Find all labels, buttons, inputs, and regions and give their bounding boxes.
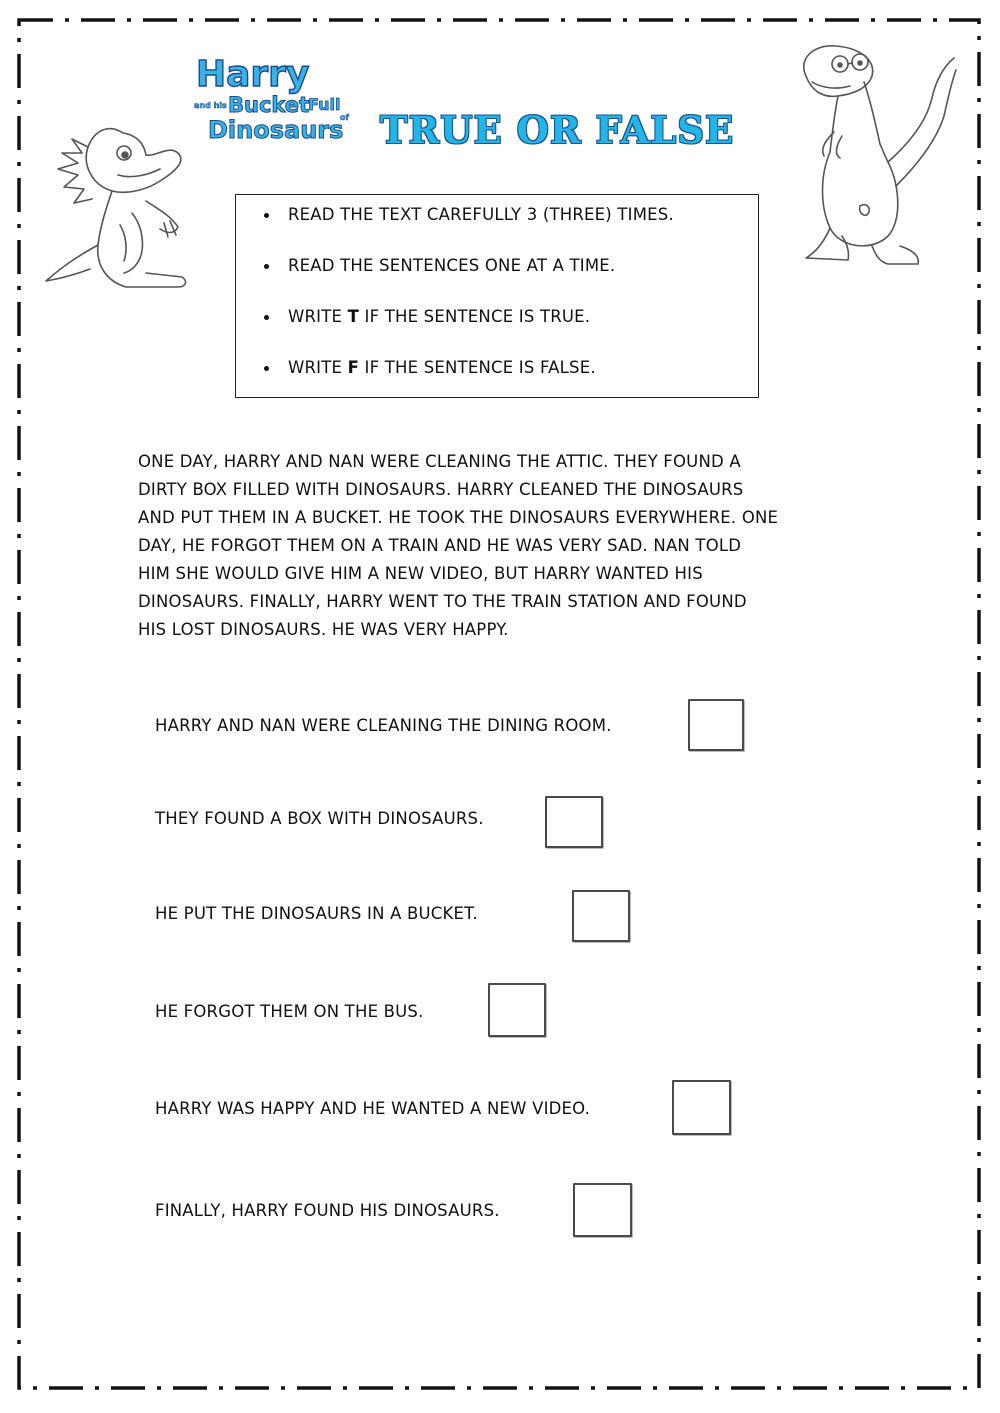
statement-6: FINALLY, HARRY FOUND HIS DINOSAURS. bbox=[155, 1201, 500, 1220]
instruction-item bbox=[288, 256, 758, 276]
svg-text:Bucket: Bucket bbox=[228, 93, 310, 117]
statement-2: THEY FOUND A BOX WITH DINOSAURS. bbox=[155, 809, 484, 828]
svg-text:Full: Full bbox=[308, 95, 341, 114]
page-title: TRUE OR FALSE bbox=[380, 108, 735, 152]
instruction-item bbox=[288, 358, 758, 378]
statement-4: HE FORGOT THEM ON THE BUS. bbox=[155, 1002, 424, 1021]
svg-text:Harry: Harry bbox=[196, 54, 310, 95]
answer-box-1[interactable] bbox=[688, 699, 744, 751]
instruction-text: READ THE SENTENCES ONE AT A TIME. bbox=[288, 256, 616, 275]
story-line: AND PUT THEM IN A BUCKET. HE TOOK THE DINOSAURS EVERYWHERE. ONE bbox=[138, 508, 779, 527]
story-line: DINOSAURS. FINALLY, HARRY WENT TO THE TRAIN STATION AND FOUND bbox=[138, 592, 747, 611]
svg-text:Dinosaurs: Dinosaurs bbox=[208, 116, 344, 144]
answer-box-4[interactable] bbox=[488, 983, 546, 1037]
instruction-text: READ THE TEXT CAREFULLY 3 (THREE) TIMES. bbox=[288, 205, 674, 224]
story-line: ONE DAY, HARRY AND NAN WERE CLEANING THE ATTIC. THEY FOUND A bbox=[138, 452, 741, 471]
story-paragraph bbox=[138, 448, 868, 644]
story-line: DIRTY BOX FILLED WITH DINOSAURS. HARRY CLEANED THE DINOSAURS bbox=[138, 480, 744, 499]
instruction-text: IF THE SENTENCE IS TRUE. bbox=[359, 307, 591, 326]
true-letter: T bbox=[347, 307, 360, 326]
svg-text:of: of bbox=[340, 113, 349, 122]
instructions-box bbox=[235, 194, 759, 398]
false-letter: F bbox=[347, 358, 360, 377]
answer-box-3[interactable] bbox=[572, 890, 630, 942]
harry-bucket-dinosaurs-logo bbox=[188, 52, 374, 148]
instruction-item bbox=[288, 307, 758, 327]
dinosaur-with-glasses-illustration bbox=[776, 36, 966, 276]
spiky-dinosaur-illustration bbox=[28, 105, 198, 305]
story-line: DAY, HE FORGOT THEM ON A TRAIN AND HE WAS VERY SAD. NAN TOLD bbox=[138, 536, 742, 555]
instruction-text: IF THE SENTENCE IS FALSE. bbox=[359, 358, 596, 377]
statement-5: HARRY WAS HAPPY AND HE WANTED A NEW VIDEO. bbox=[155, 1099, 591, 1118]
answer-box-2[interactable] bbox=[545, 796, 603, 848]
svg-text:and his: and his bbox=[194, 101, 227, 110]
answer-box-5[interactable] bbox=[672, 1080, 731, 1135]
statement-1: HARRY AND NAN WERE CLEANING THE DINING ROOM. bbox=[155, 716, 612, 735]
instruction-text: WRITE bbox=[288, 307, 348, 326]
story-line: HIM SHE WOULD GIVE HIM A NEW VIDEO, BUT HARRY WANTED HIS bbox=[138, 564, 703, 583]
instruction-item bbox=[288, 205, 758, 225]
answer-box-6[interactable] bbox=[573, 1183, 632, 1237]
instructions-list bbox=[236, 195, 758, 378]
story-line: HIS LOST DINOSAURS. HE WAS VERY HAPPY. bbox=[138, 620, 509, 639]
instruction-text: WRITE bbox=[288, 358, 348, 377]
statement-3: HE PUT THE DINOSAURS IN A BUCKET. bbox=[155, 904, 478, 923]
